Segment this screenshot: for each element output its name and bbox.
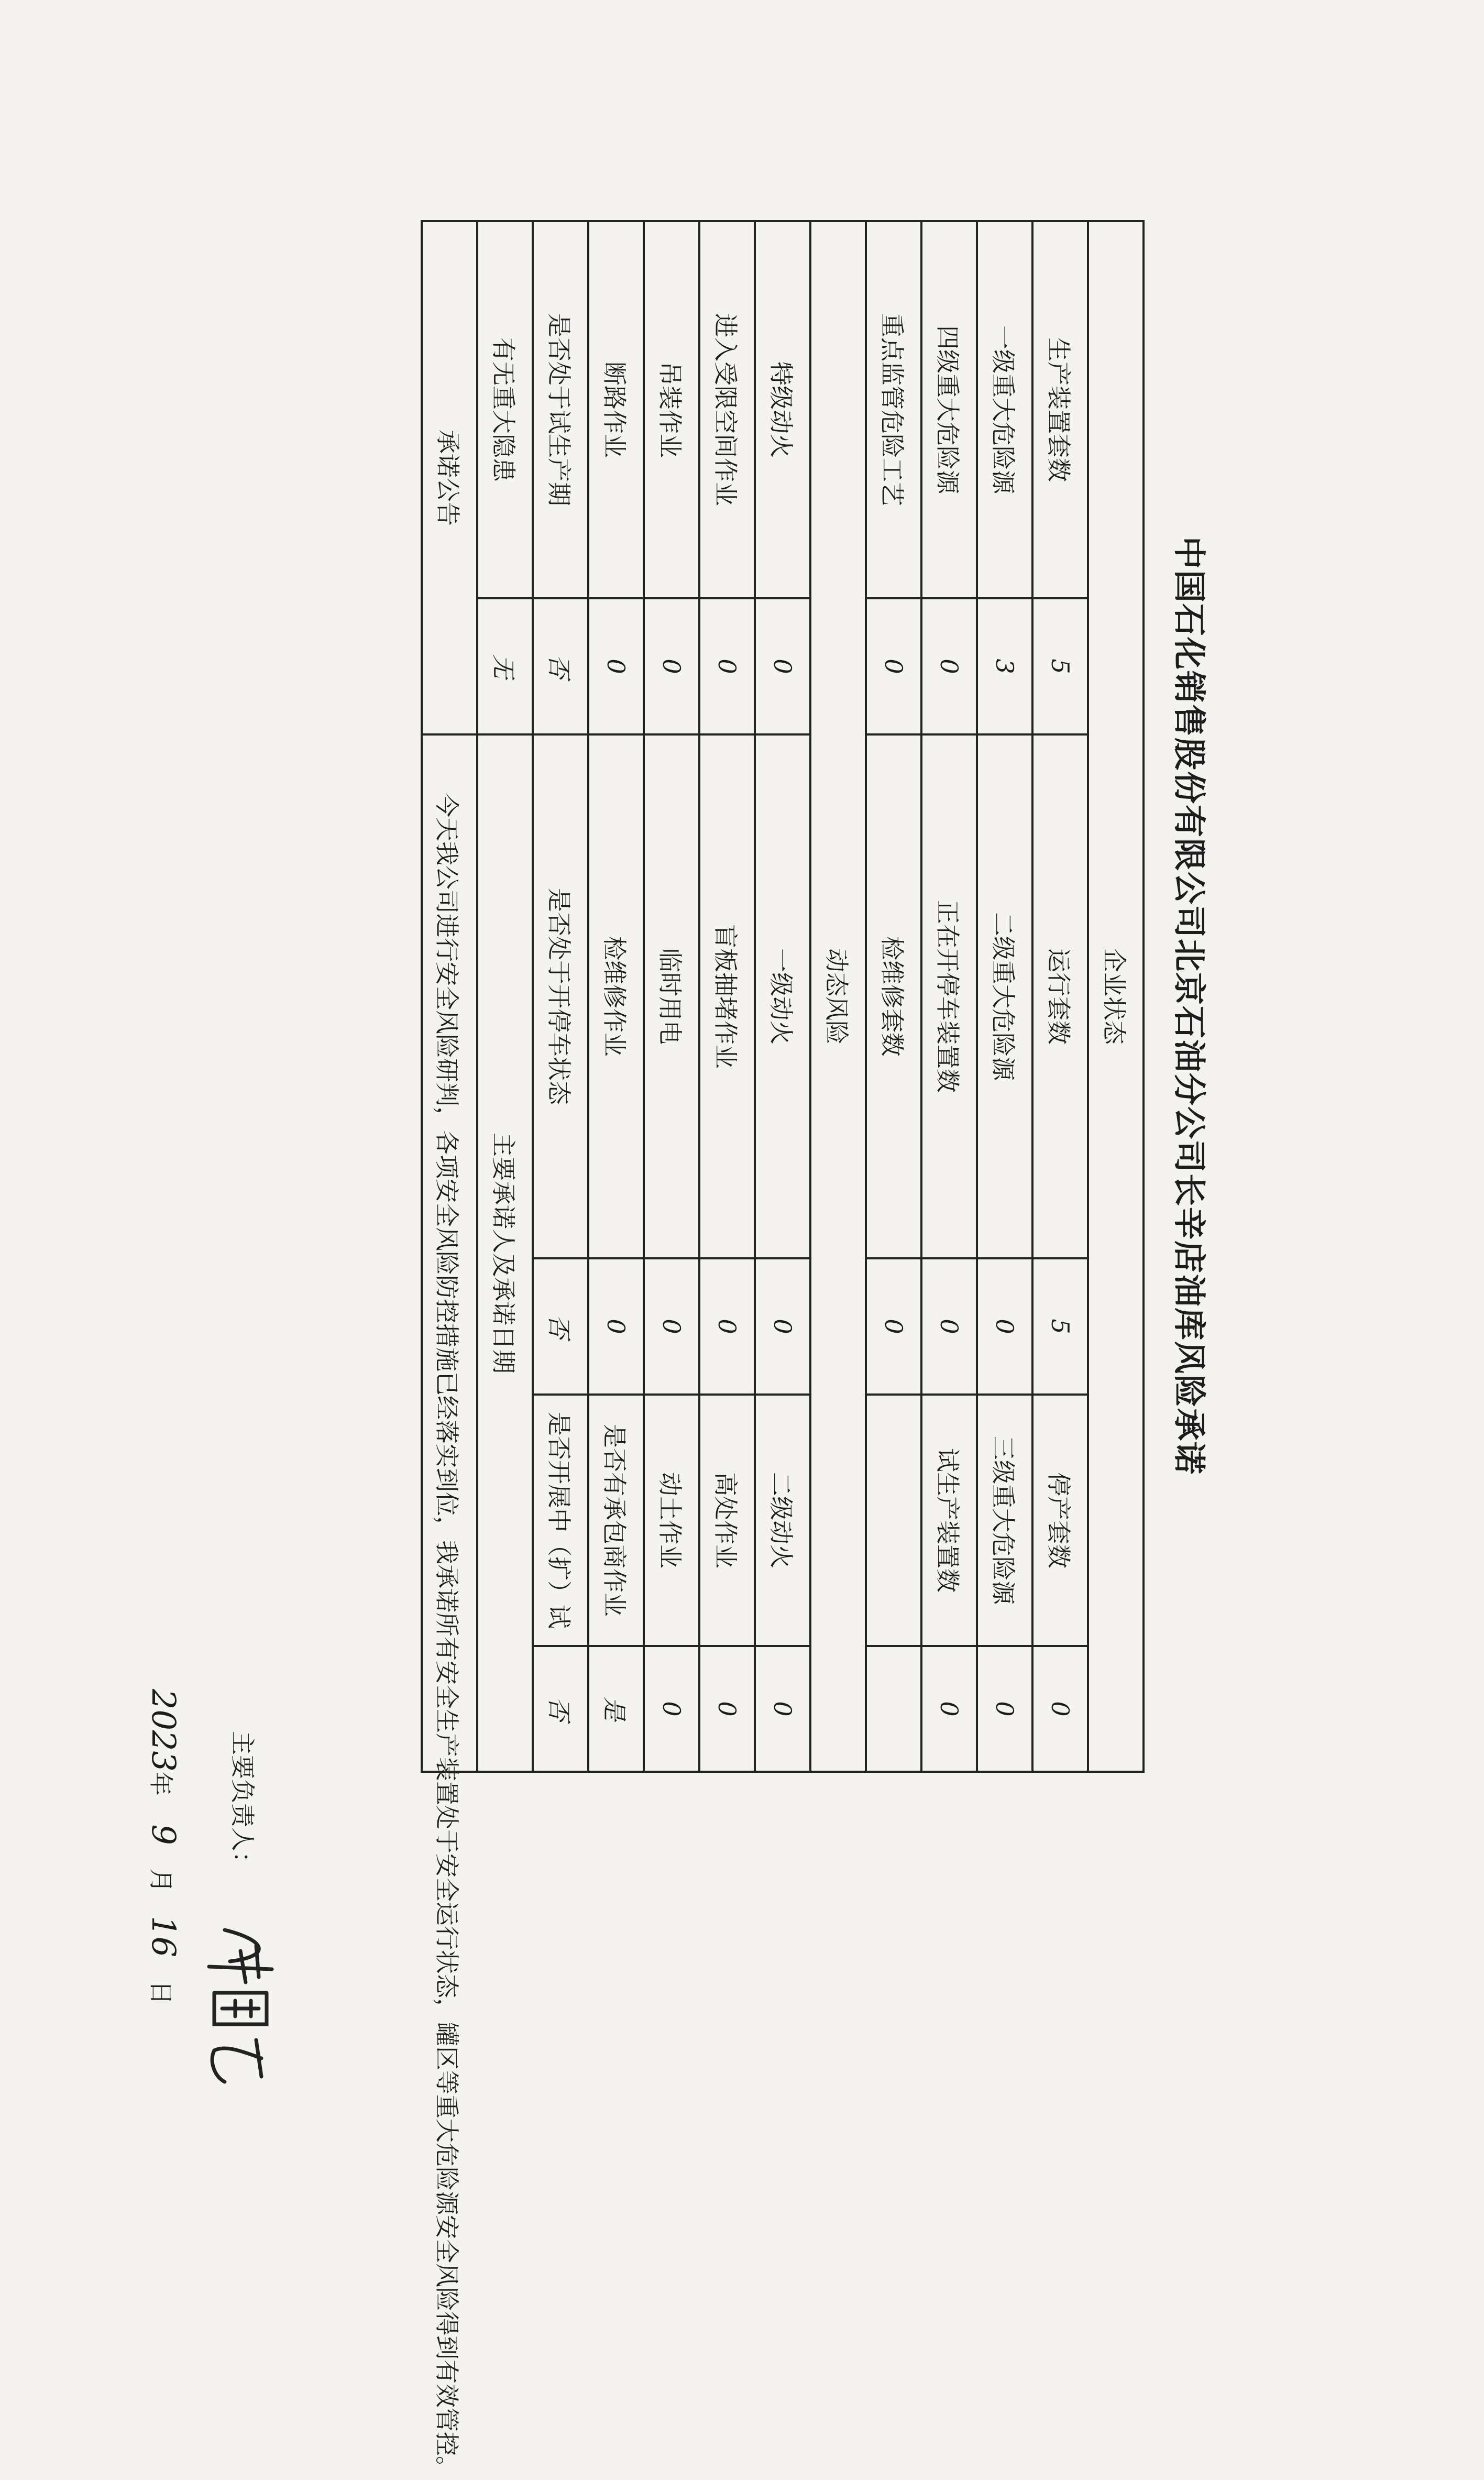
value-cell: 0: [866, 1258, 921, 1395]
commitment-label: 承诺公告: [422, 221, 477, 734]
label-cell: 是否处于开停车状态: [533, 734, 588, 1258]
signer-label: 主要负责人：: [228, 1731, 257, 1875]
value-cell: 0: [588, 1258, 644, 1395]
label-cell: [866, 1395, 921, 1646]
date-year: 2023: [145, 1689, 183, 1772]
value-cell: 0: [588, 598, 644, 734]
value-cell: [866, 1646, 921, 1772]
commitment-body: [145, 734, 477, 2480]
risk-commitment-table: [145, 220, 1145, 2480]
table-row: [1032, 221, 1088, 1772]
table-row: [588, 221, 644, 1772]
label-cell: 试生产装置数: [921, 1395, 977, 1646]
commitment-row: [422, 221, 477, 1772]
label-cell: 高处作业: [699, 1395, 755, 1646]
value-cell: 0: [644, 1258, 699, 1395]
label-cell: 二级动火: [755, 1395, 810, 1646]
table-row: [866, 221, 921, 1772]
section-commit-header: 主要承诺人及承诺日期: [477, 734, 533, 1772]
value-cell: 0: [644, 1646, 699, 1772]
value-cell: 无: [477, 598, 533, 734]
value-cell: 否: [533, 1646, 588, 1772]
label-cell: 有无重大隐患: [477, 221, 533, 598]
document-sheet: [145, 220, 1221, 2480]
label-cell: 检维修套数: [866, 734, 921, 1258]
value-cell: 5: [1032, 598, 1088, 734]
value-cell: 0: [921, 1646, 977, 1772]
label-cell: 正在开停车装置数: [921, 734, 977, 1258]
table-row: [699, 221, 755, 1772]
value-cell: 0: [699, 1646, 755, 1772]
date-month: 9: [145, 1824, 183, 1845]
date-day-suffix: 日: [147, 1980, 175, 2005]
section-row-company: [1088, 221, 1144, 1772]
section-company-status: 企业状态: [1088, 221, 1144, 1772]
label-cell: 一级动火: [755, 734, 810, 1258]
value-cell: 0: [1032, 1646, 1088, 1772]
label-cell: 是否处于试生产期: [533, 221, 588, 598]
label-cell: 二级重大危险源: [977, 734, 1032, 1258]
value-cell: 否: [533, 598, 588, 734]
label-cell: 三级重大危险源: [977, 1395, 1032, 1646]
label-cell: 进入受限空间作业: [699, 221, 755, 598]
date-month-suffix: 月: [147, 1868, 175, 1893]
date-year-suffix: 年: [147, 1771, 175, 1796]
table-row: [977, 221, 1032, 1772]
table-row: [644, 221, 699, 1772]
table-row: [533, 221, 588, 1772]
label-cell: 是否开展中（扩）试: [533, 1395, 588, 1646]
value-cell: 5: [1032, 1258, 1088, 1395]
value-cell: 0: [755, 598, 810, 734]
value-cell: 0: [977, 1646, 1032, 1772]
value-cell: 否: [533, 1258, 588, 1395]
commitment-date: [145, 1689, 183, 2005]
section-dynamic-risk: 动态风险: [810, 221, 866, 1772]
value-cell: 0: [755, 1646, 810, 1772]
table-row: [477, 221, 533, 1772]
label-cell: 生产装置套数: [1032, 221, 1088, 598]
value-cell: 0: [977, 1258, 1032, 1395]
label-cell: 吊装作业: [644, 221, 699, 598]
label-cell: 停产套数: [1032, 1395, 1088, 1646]
signer-line: [227, 1731, 261, 1875]
handwritten-signature: [199, 1919, 288, 2092]
label-cell: 动土作业: [644, 1395, 699, 1646]
label-cell: 特级动火: [755, 221, 810, 598]
label-cell: 断路作业: [588, 221, 644, 598]
value-cell: 0: [755, 1258, 810, 1395]
label-cell: 一级重大危险源: [977, 221, 1032, 598]
commitment-text: 今天我公司进行安全风险研判，各项安全风险防控措施已经落实到位，我承诺所有安全生产装置处于安全运行状态，罐区等重大危险源安全风险得到有效管控。: [433, 793, 461, 2480]
value-cell: 0: [699, 598, 755, 734]
label-cell: 是否有承包商作业: [588, 1395, 644, 1646]
document-title: 中国石化销售股份有限公司北京石油分公司长辛店油库风险承诺: [1170, 536, 1208, 1475]
value-cell: 3: [977, 598, 1032, 734]
value-cell: 0: [866, 598, 921, 734]
date-day: 16: [145, 1916, 183, 1958]
value-cell: 0: [921, 1258, 977, 1395]
label-cell: 重点监管危险工艺: [866, 221, 921, 598]
table-row: [755, 221, 810, 1772]
label-cell: 临时用电: [644, 734, 699, 1258]
label-cell: 运行套数: [1032, 734, 1088, 1258]
value-cell: 0: [921, 598, 977, 734]
value-cell: 是: [588, 1646, 644, 1772]
label-cell: 盲板抽堵作业: [699, 734, 755, 1258]
value-cell: 0: [699, 1258, 755, 1395]
label-cell: 四级重大危险源: [921, 221, 977, 598]
section-row-dynamic: [810, 221, 866, 1772]
label-cell: 检维修作业: [588, 734, 644, 1258]
value-cell: 0: [644, 598, 699, 734]
table-row: [921, 221, 977, 1772]
